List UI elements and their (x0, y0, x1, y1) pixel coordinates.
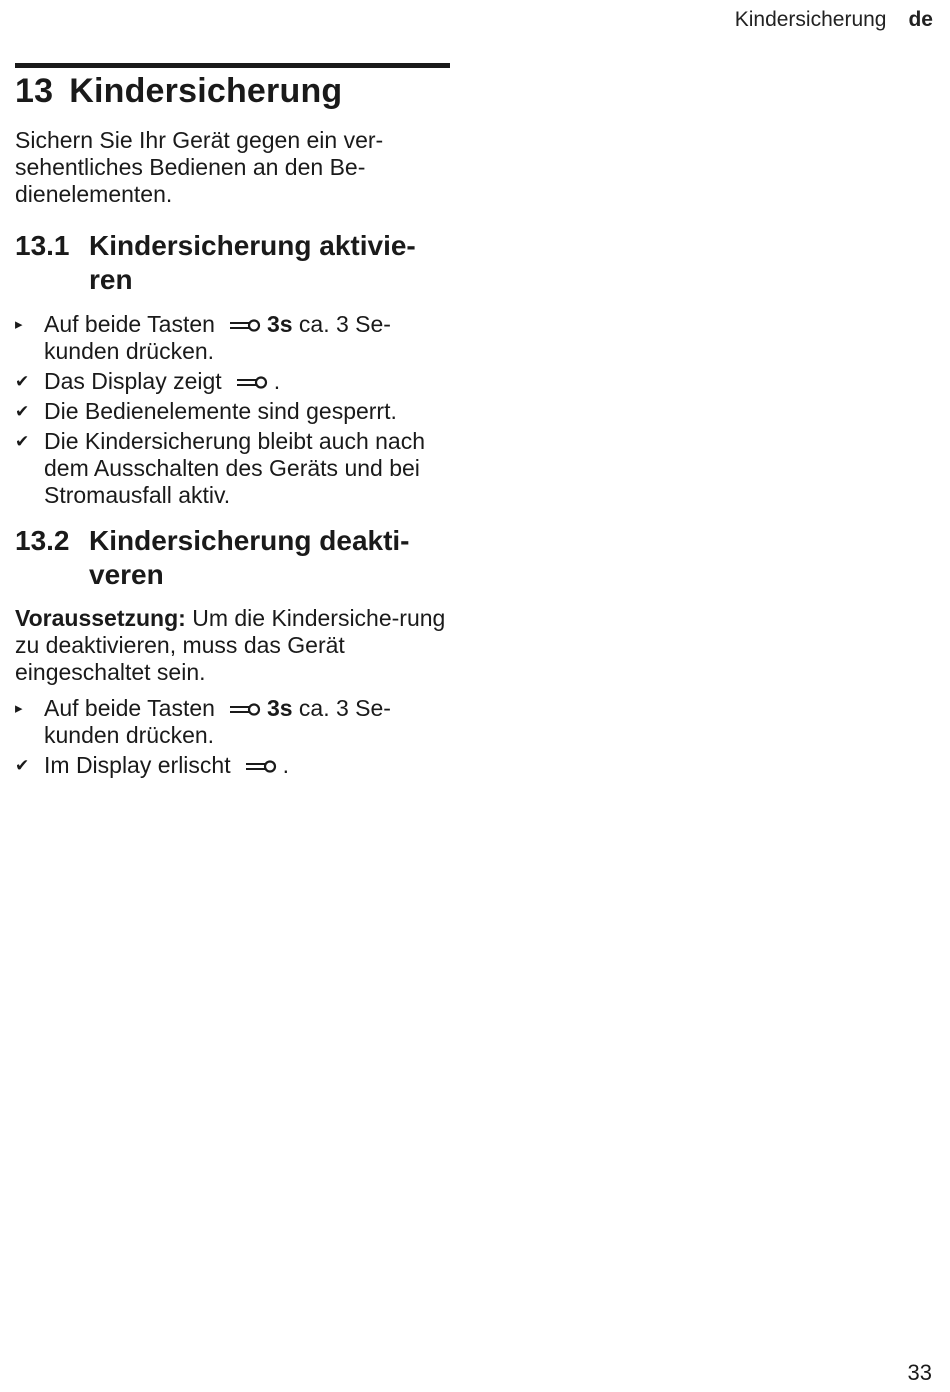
result-text-end: . (273, 368, 281, 394)
header-language: de (908, 8, 933, 31)
intro-paragraph: Sichern Sie Ihr Gerät gegen ein ver-sehentliches Bedienen an den Be-dienelementen. (15, 127, 384, 207)
key-lock-icon (229, 702, 261, 718)
key-duration-label: 3s (266, 695, 293, 721)
activate-steps (15, 311, 451, 512)
section-number: 13.1 (15, 230, 70, 261)
result-item (15, 398, 451, 425)
result-text-end: . (282, 752, 289, 778)
step-item (15, 695, 451, 749)
chapter-heading (15, 72, 342, 111)
step-text: Auf beide Tasten (44, 311, 215, 337)
lock-symbol-icon (236, 375, 268, 391)
section-title: Kindersicherung deakti-veren (89, 525, 410, 590)
check-icon: ✔ (15, 372, 30, 391)
running-header (735, 8, 933, 32)
result-item (15, 368, 451, 395)
section-number: 13.2 (15, 525, 70, 556)
key-duration-label: 3s (266, 311, 293, 337)
chapter-title: Kindersicherung (69, 72, 343, 110)
precondition-text: Um die Kindersiche-rung zu deaktivieren, muss das Gerät eingeschaltet sein. (15, 605, 446, 685)
step-text: Auf beide Tasten (44, 695, 215, 721)
page-number: 33 (907, 1360, 932, 1385)
key-lock-icon (229, 318, 261, 334)
result-item (15, 752, 451, 779)
precondition-paragraph (15, 605, 451, 686)
step-item (15, 311, 451, 365)
section-heading-activate (15, 229, 451, 297)
check-icon: ✔ (15, 402, 30, 421)
result-text: Die Kindersicherung bleibt auch nach dem Ausschalten des Geräts und bei Stromausfall aktiv. (44, 428, 426, 508)
precondition-label: Voraussetzung: (15, 605, 186, 631)
step-text-continued: ca. 3 Se-kunden drücken. (44, 311, 391, 364)
triangle-bullet-icon: ▸ (15, 700, 23, 717)
section-title: Kindersicherung aktivie-ren (89, 230, 416, 295)
result-item (15, 428, 451, 509)
chapter-rule (15, 63, 450, 68)
header-section-title: Kindersicherung (734, 8, 887, 31)
result-text: Die Bedienelemente sind gesperrt. (44, 398, 397, 424)
deactivate-steps (15, 695, 451, 782)
check-icon: ✔ (15, 432, 30, 451)
result-text: Im Display erlischt (44, 752, 231, 778)
section-heading-deactivate (15, 524, 451, 592)
check-icon: ✔ (15, 756, 30, 775)
lock-symbol-icon (245, 759, 277, 775)
chapter-number: 13 (15, 72, 54, 110)
result-text: Das Display zeigt (44, 368, 222, 394)
triangle-bullet-icon: ▸ (15, 316, 23, 333)
step-text-continued: ca. 3 Se-kunden drücken. (44, 695, 391, 748)
